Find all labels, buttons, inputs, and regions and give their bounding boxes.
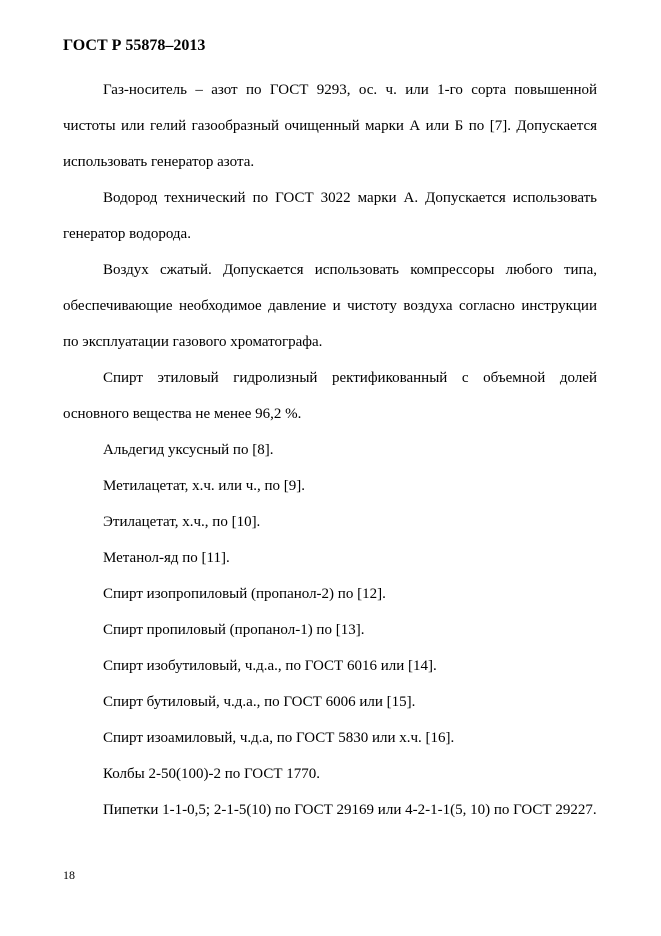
paragraph-isobutyl-alcohol: Спирт изобутиловый, ч.д.а., по ГОСТ 6016 или [14]. (103, 658, 437, 674)
paragraph-ethyl-acetate: Этилацетат, х.ч., по [10]. (103, 514, 261, 530)
paragraph-propyl-alcohol: Спирт пропиловый (пропанол-1) по [13]. (103, 622, 365, 638)
paragraph-compressed-air: Воздух сжатый. Допускается использовать компрессоры любого типа, обеспечивающие необходимое давление и чистоту воздуха согласно инструкции по эксплуатации газового хроматографа. (63, 262, 597, 350)
paragraph-pipettes: Пипетки 1-1-0,5; 2-1-5(10) по ГОСТ 29169 или 4-2-1-1(5, 10) по ГОСТ 29227. (103, 802, 597, 818)
paragraph-carrier-gas: Газ-носитель – азот по ГОСТ 9293, ос. ч. или 1-го сорта повышенной чистоты или гелий газообразный очищенный марки А или Б по [7]. Допускается использовать генератор азота. (63, 82, 597, 170)
paragraph-flasks: Колбы 2-50(100)-2 по ГОСТ 1770. (103, 766, 320, 782)
paragraph-methyl-acetate: Метилацетат, х.ч. или ч., по [9]. (103, 478, 306, 494)
paragraph-isoamyl-alcohol: Спирт изоамиловый, ч.д.а, по ГОСТ 5830 или х.ч. [16]. (103, 730, 455, 746)
document-body (63, 72, 597, 828)
paragraph-butyl-alcohol: Спирт бутиловый, ч.д.а., по ГОСТ 6006 или [15]. (103, 694, 416, 710)
paragraph-methanol: Метанол-яд по [11]. (103, 550, 230, 566)
page-number: 18 (63, 868, 75, 882)
document-header: ГОСТ Р 55878–2013 (63, 37, 206, 54)
paragraph-hydrogen: Водород технический по ГОСТ 3022 марки А. Допускается использовать генератор водорода. (63, 190, 597, 242)
paragraph-acetaldehyde: Альдегид уксусный по [8]. (103, 442, 274, 458)
paragraph-ethyl-alcohol: Спирт этиловый гидролизный ректификованный с объемной долей основного вещества не менее 96,2 %. (63, 370, 597, 422)
paragraph-isopropyl-alcohol: Спирт изопропиловый (пропанол-2) по [12]. (103, 586, 386, 602)
